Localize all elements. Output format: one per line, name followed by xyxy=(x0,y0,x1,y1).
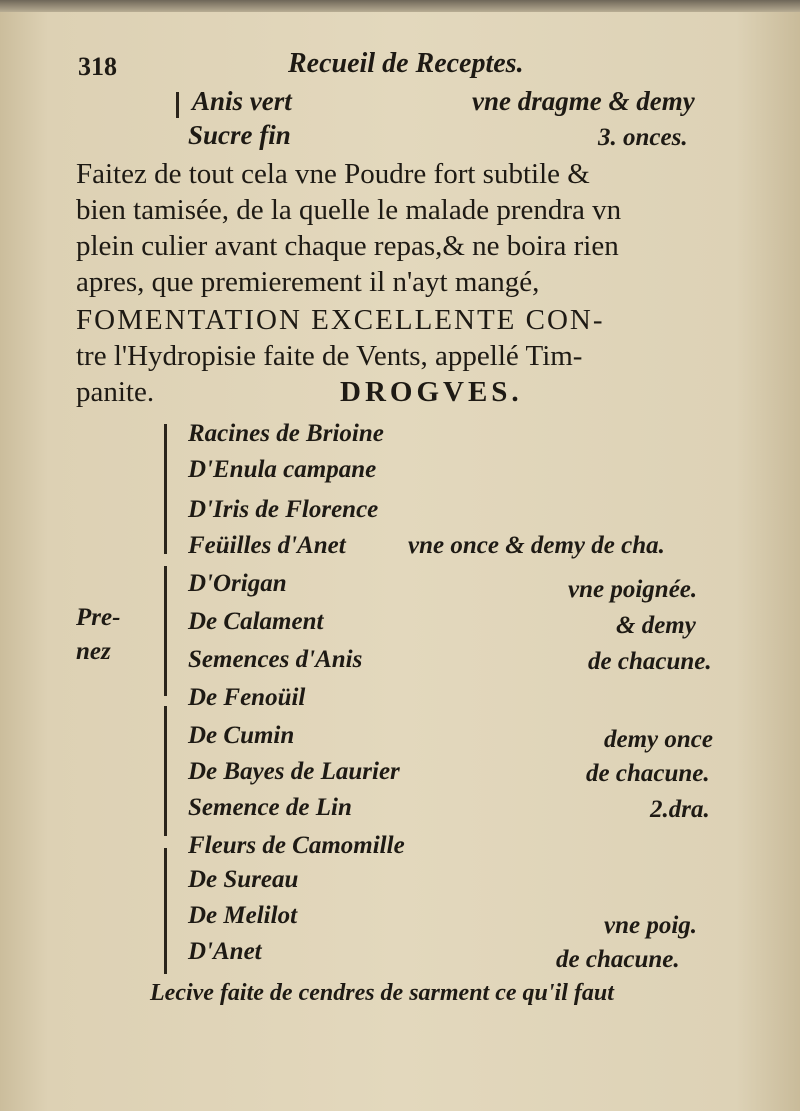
top-list-bracket xyxy=(176,92,179,118)
quantity-line: demy once xyxy=(604,726,713,753)
ingredient-line: D'Origan xyxy=(188,570,287,597)
ingredient-bracket xyxy=(164,566,167,696)
drogues-heading: DROGVES. xyxy=(340,376,523,408)
top-item-name: Anis vert xyxy=(192,86,292,116)
ingredient-line: Fleurs de Camomille xyxy=(188,832,405,859)
quantity-line: de chacune. xyxy=(586,760,710,787)
ingredient-line: De Melilot xyxy=(188,902,298,929)
top-item-qty: vne dragme & demy xyxy=(472,86,695,116)
heading-line: FOMENTATION EXCELLENTE CON- xyxy=(76,304,605,336)
ingredient-line: De Sureau xyxy=(188,866,299,893)
page-number: 318 xyxy=(78,52,117,81)
top-item-qty: 3. onces. xyxy=(598,124,688,151)
running-title: Recueil de Receptes. xyxy=(288,48,524,79)
quantity-line: de chacune. xyxy=(556,946,680,973)
ingredient-line: D'Anet xyxy=(188,938,262,965)
top-item-name: Sucre fin xyxy=(188,120,291,150)
ingredient-line: De Cumin xyxy=(188,722,295,749)
paragraph-line: bien tamisée, de la quelle le malade prendra vn xyxy=(76,194,622,226)
ingredient-line: Racines de Brioine xyxy=(188,420,384,447)
page-top-edge xyxy=(0,0,800,12)
ingredient-line: Semences d'Anis xyxy=(188,646,363,673)
ingredient-bracket xyxy=(164,706,167,836)
ingredient-line: D'Iris de Florence xyxy=(188,496,379,523)
ingredient-line: De Bayes de Laurier xyxy=(188,758,400,785)
quantity-line: vne once & demy de cha. xyxy=(408,532,665,559)
ingredient-line: De Calament xyxy=(188,608,324,635)
quantity-line: 2.dra. xyxy=(650,796,710,823)
paragraph-line: apres, que premierement il n'ayt mangé, xyxy=(76,266,540,298)
side-word: nez xyxy=(76,638,111,665)
heading-line: panite. xyxy=(76,376,155,408)
ingredient-bracket xyxy=(164,848,167,974)
ingredient-line: D'Enula campane xyxy=(188,456,377,483)
last-line: Lecive faite de cendres de sarment ce qu'il faut xyxy=(150,980,614,1006)
paragraph-line: plein culier avant chaque repas,& ne boira rien xyxy=(76,230,619,262)
ingredient-bracket xyxy=(164,424,167,554)
side-word: Pre- xyxy=(76,604,121,631)
quantity-line: & demy xyxy=(616,612,696,639)
ingredient-line: Feüilles d'Anet xyxy=(188,532,346,559)
quantity-line: de chacune. xyxy=(588,648,712,675)
heading-line: tre l'Hydropisie faite de Vents, appellé Tim- xyxy=(76,340,583,372)
ingredient-line: Semence de Lin xyxy=(188,794,352,821)
ingredient-line: De Fenoüil xyxy=(188,684,306,711)
quantity-line: vne poig. xyxy=(604,912,698,939)
quantity-line: vne poignée. xyxy=(568,576,698,603)
paragraph-line: Faitez de tout cela vne Poudre fort subtile & xyxy=(76,158,590,190)
